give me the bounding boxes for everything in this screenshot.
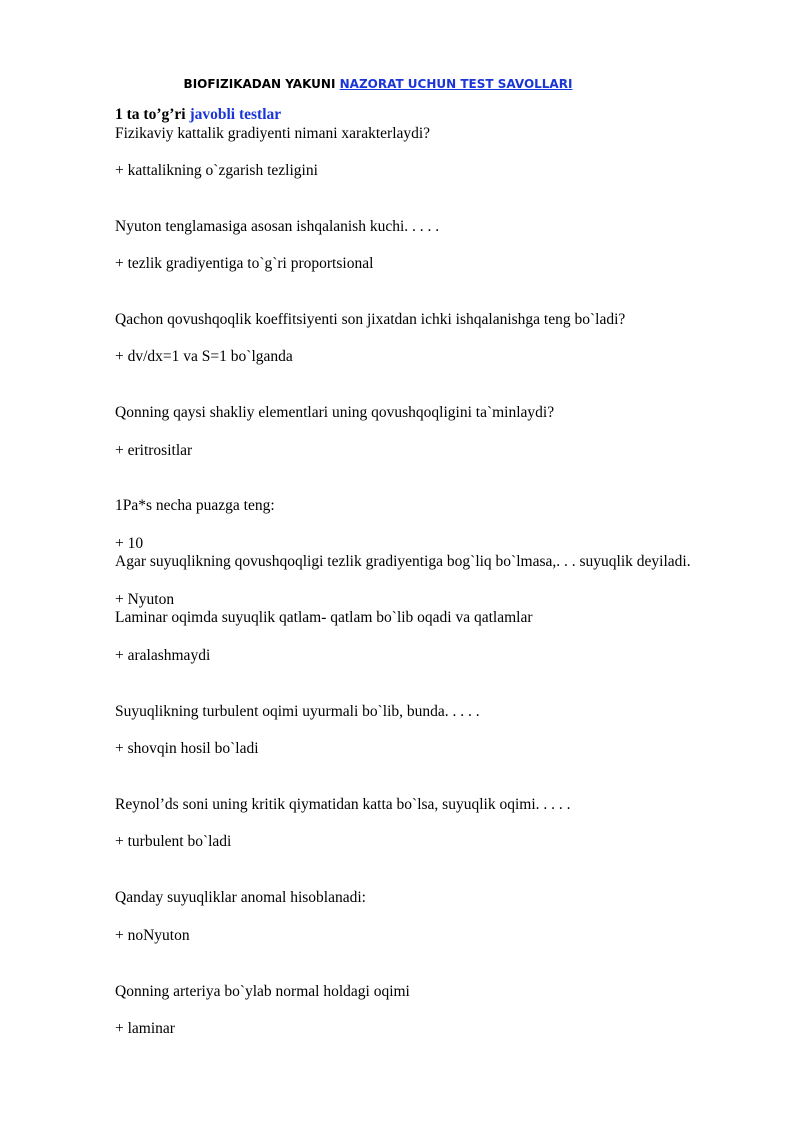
question-text: 1Pa*s necha puazga teng: xyxy=(115,497,275,514)
answer-text: + aralashmaydi xyxy=(115,647,211,664)
heading-highlight: javobli testlar xyxy=(189,106,282,123)
title-link[interactable]: NAZORAT UCHUN TEST SAVOLLARI xyxy=(339,77,573,91)
answer-text: + noNyuton xyxy=(115,927,190,944)
heading-prefix: 1 ta to’g’ri xyxy=(115,106,186,123)
answer-text: + kattalikning o`zgarish tezligini xyxy=(115,162,318,179)
answer-text: + tezlik gradiyentiga to`g`ri proportsional xyxy=(115,255,374,272)
section-heading xyxy=(115,106,281,124)
question-text: Fizikaviy kattalik gradiyenti nimani xarakterlaydi? xyxy=(115,125,431,142)
question-text: Qonning qaysi shakliy elementlari uning qovushqoqligini ta`minlaydi? xyxy=(115,404,555,421)
answer-text: + eritrositlar xyxy=(115,442,193,459)
document-title xyxy=(0,77,756,91)
answer-text: + laminar xyxy=(115,1020,175,1037)
question-text: Qachon qovushqoqlik koeffitsiyenti son jixatdan ichki ishqalanishga teng bo`ladi? xyxy=(115,311,626,328)
question-text: Reynol’ds soni uning kritik qiymatidan katta bo`lsa, suyuqlik oqimi. . . . . xyxy=(115,796,571,813)
question-text: Qanday suyuqliklar anomal hisoblanadi: xyxy=(115,889,366,906)
answer-text: + dv/dx=1 va S=1 bo`lganda xyxy=(115,348,293,365)
question-text: Agar suyuqlikning qovushqoqligi tezlik gradiyentiga bog`liq bo`lmasa,. . . suyuqlik deyiladi. xyxy=(115,553,691,570)
question-text: Laminar oqimda suyuqlik qatlam- qatlam bo`lib oqadi va qatlamlar xyxy=(115,609,533,626)
answer-text: + Nyuton xyxy=(115,591,175,608)
question-text: Suyuqlikning turbulent oqimi uyurmali bo`lib, bunda. . . . . xyxy=(115,703,480,720)
answer-text: + 10 xyxy=(115,535,144,552)
question-text: Nyuton tenglamasiga asosan ishqalanish kuchi. . . . . xyxy=(115,218,440,235)
title-prefix: BIOFIZIKADAN YAKUNI xyxy=(183,77,336,91)
answer-text: + shovqin hosil bo`ladi xyxy=(115,740,259,757)
answer-text: + turbulent bo`ladi xyxy=(115,833,232,850)
question-text: Qonning arteriya bo`ylab normal holdagi oqimi xyxy=(115,983,410,1000)
